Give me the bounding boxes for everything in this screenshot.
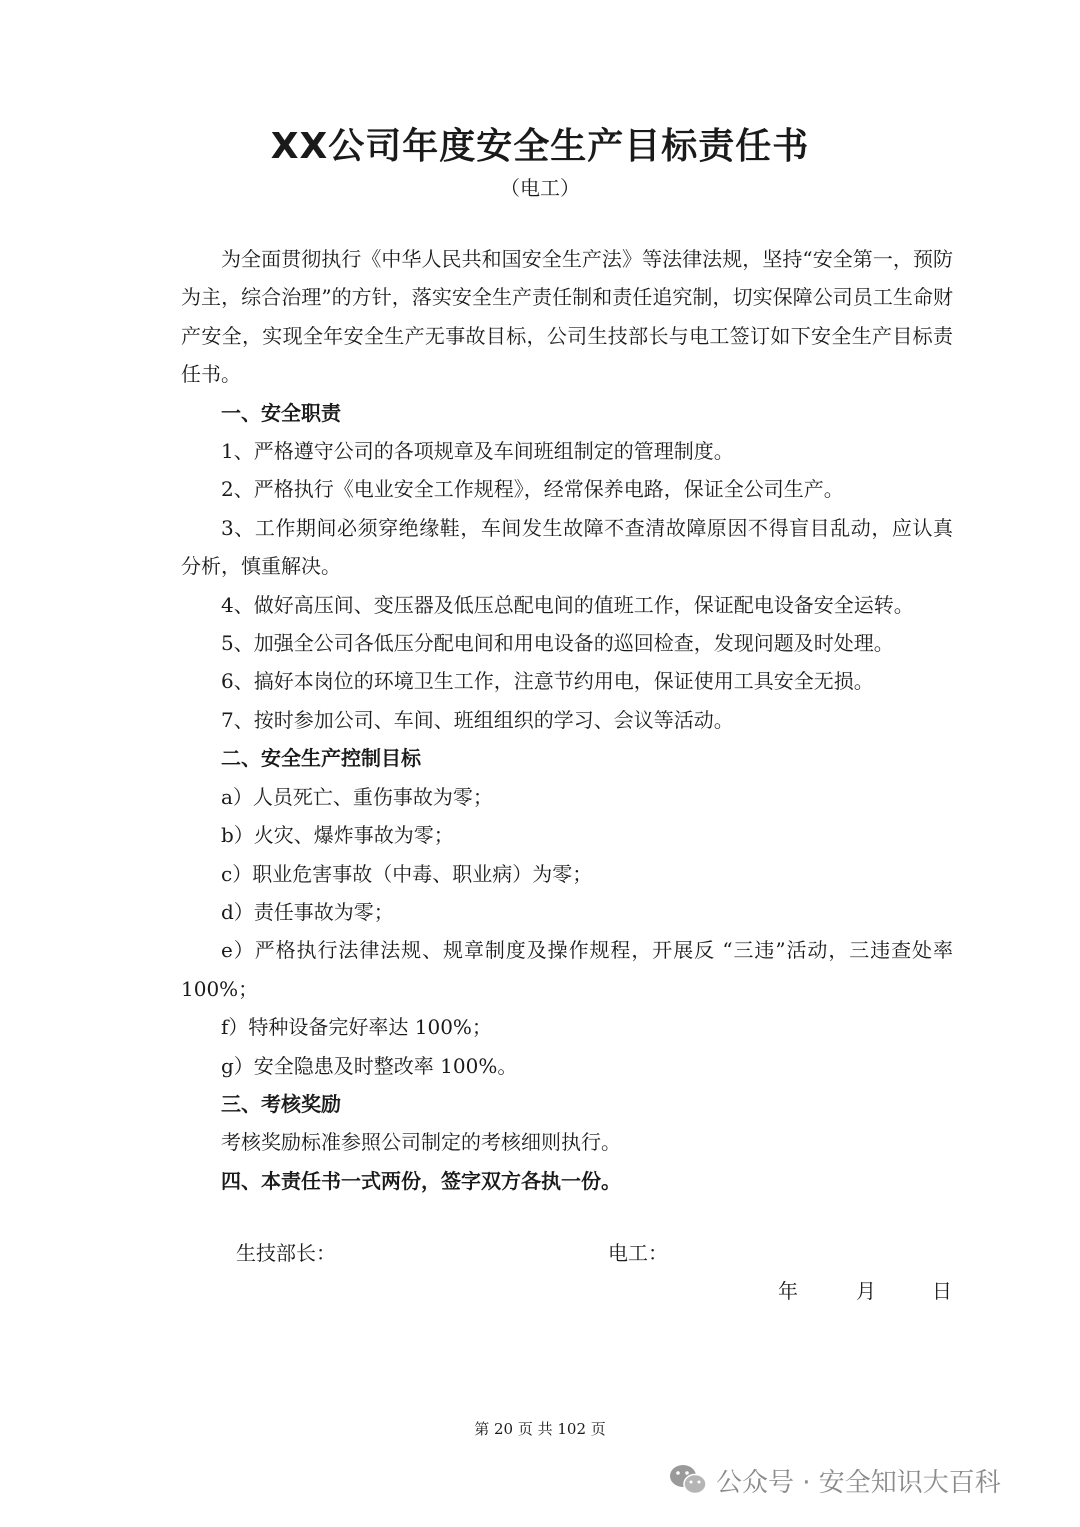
paragraph: e）严格执行法律法规、规章制度及操作规程，开展反 “三违”活动，三违查处率 100%； bbox=[181, 938, 953, 1001]
paragraph: 6、搞好本岗位的环境卫生工作，注意节约用电，保证使用工具安全无损。 bbox=[221, 669, 874, 694]
date-day: 日 bbox=[932, 1279, 952, 1303]
paragraph: b）火灾、爆炸事故为零； bbox=[221, 823, 454, 848]
paragraph: d）责任事故为零； bbox=[221, 899, 394, 924]
page-footer: 第 20 页 共 102 页 bbox=[474, 1420, 606, 1438]
document-subtitle: （电工） bbox=[500, 176, 580, 200]
section-heading: 四、本责任书一式两份，签字双方各执一份。 bbox=[221, 1168, 621, 1193]
signature-left-label: 生技部长： bbox=[236, 1241, 336, 1265]
paragraph: g）安全隐患及时整改率 100%。 bbox=[221, 1053, 518, 1078]
paragraph: 3、工作期间必须穿绝缘鞋，车间发生故障不查清故障原因不得盲目乱动，应认真分析，慎重解决。 bbox=[181, 515, 953, 579]
section-heading: 二、安全生产控制目标 bbox=[221, 746, 421, 771]
wechat-icon bbox=[668, 1463, 708, 1497]
paragraph: c）职业危害事故（中毒、职业病）为零； bbox=[221, 861, 593, 886]
paragraph: 为全面贯彻执行《中华人民共和国安全生产法》等法律法规，坚持“安全第一，预防为主，综合治理”的方针，落实安全生产责任制和责任追究制，切实保障公司员工生命财产安全，实现全年安全生产无事故目标，公司生技部长与电工签订如下安全生产目标责任书。 bbox=[181, 247, 953, 387]
date-month: 月 bbox=[856, 1279, 876, 1303]
watermark-text: 公众号 · 安全知识大百科 bbox=[716, 1467, 1001, 1498]
signature-block bbox=[0, 1237, 1080, 1307]
watermark bbox=[668, 1460, 1001, 1500]
paragraph: 4、做好高压间、变压器及低压总配电间的值班工作，保证配电设备安全运转。 bbox=[221, 592, 914, 617]
signature-right-label: 电工： bbox=[608, 1241, 668, 1265]
paragraph: a）人员死亡、重伤事故为零； bbox=[221, 784, 493, 809]
paragraph: 7、按时参加公司、车间、班组组织的学习、会议等活动。 bbox=[221, 707, 734, 732]
section-heading: 三、考核奖励 bbox=[221, 1091, 341, 1116]
date-year: 年 bbox=[778, 1279, 798, 1303]
document-title: XX公司年度安全生产目标责任书 bbox=[270, 126, 810, 167]
paragraph: f）特种设备完好率达 100%； bbox=[221, 1015, 492, 1040]
paragraph: 考核奖励标准参照公司制定的考核细则执行。 bbox=[221, 1130, 621, 1155]
document-body bbox=[181, 240, 953, 1200]
paragraph: 2、严格执行《电业安全工作规程》，经常保养电路，保证全公司生产。 bbox=[221, 477, 844, 502]
section-heading: 一、安全职责 bbox=[221, 400, 341, 425]
paragraph: 5、加强全公司各低压分配电间和用电设备的巡回检查，发现问题及时处理。 bbox=[221, 631, 894, 656]
paragraph: 1、严格遵守公司的各项规章及车间班组制定的管理制度。 bbox=[221, 439, 734, 464]
